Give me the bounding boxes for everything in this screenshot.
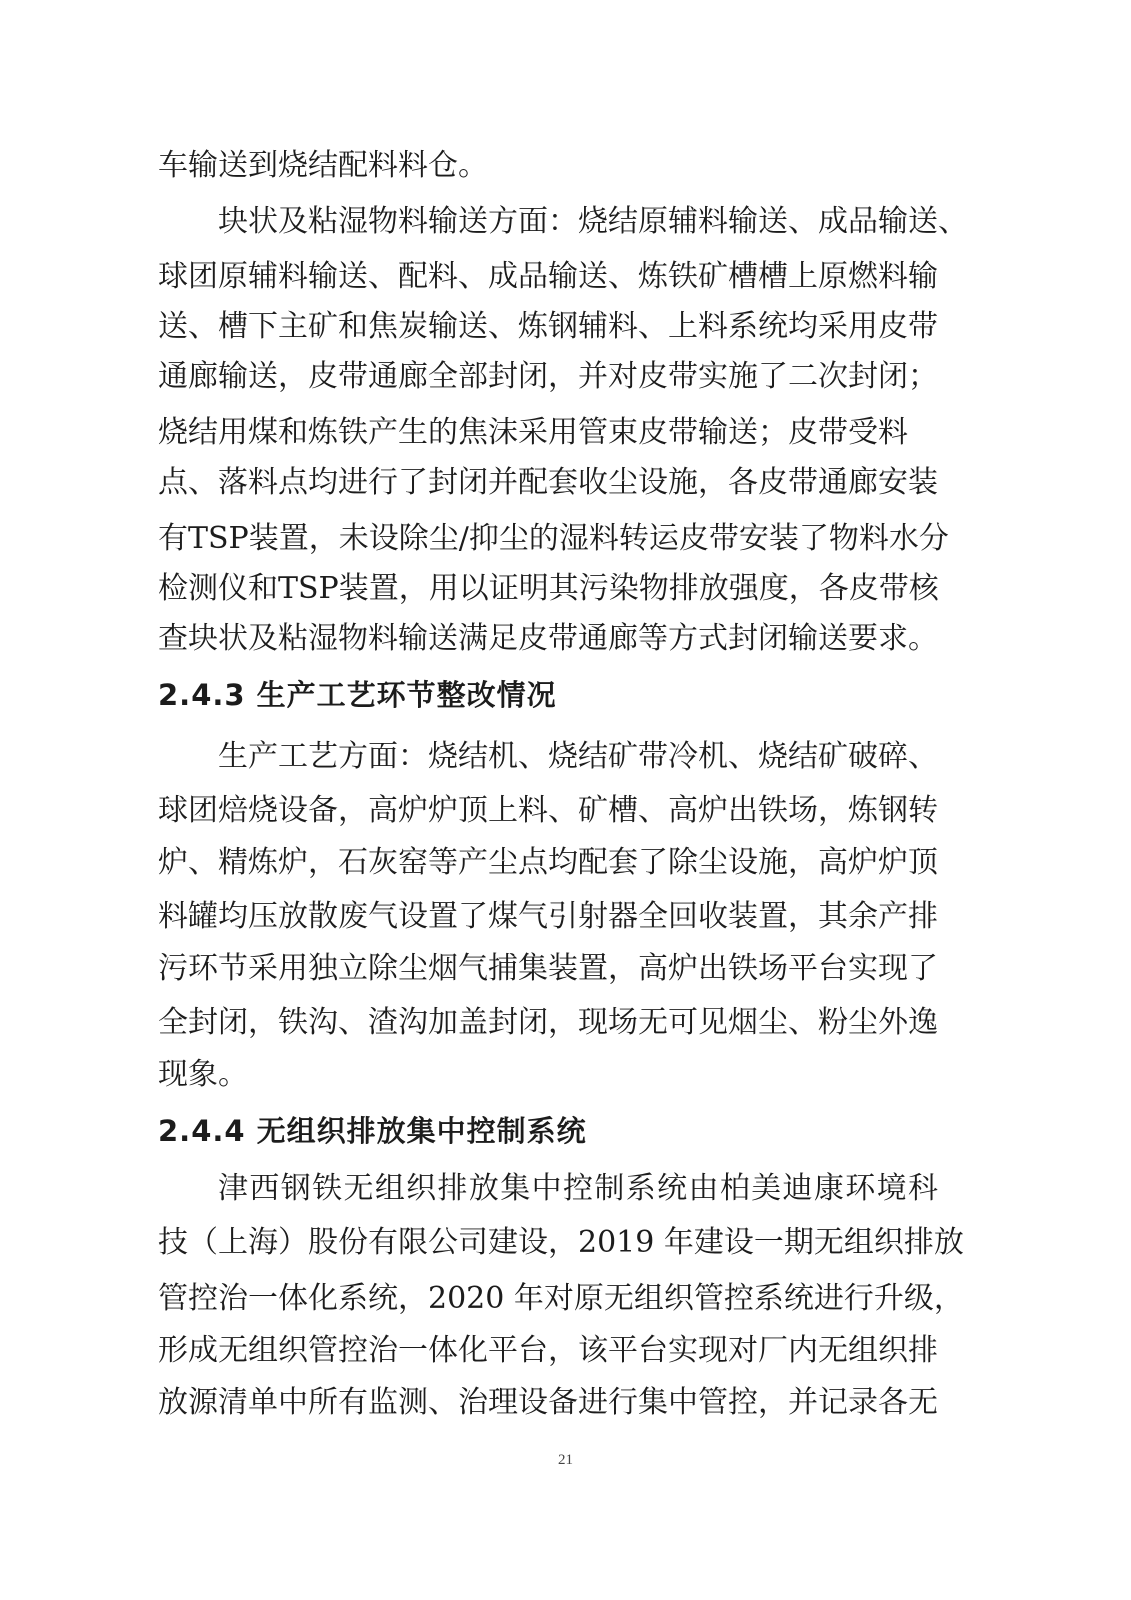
body-text-line: 形成无组织管控治一体化平台，该平台实现对厂内无组织排 — [158, 1333, 938, 1368]
body-text-line: 污环节采用独立除尘烟气捕集装置，高炉出铁场平台实现了 — [158, 951, 938, 986]
body-text-line: 点、落料点均进行了封闭并配套收尘设施，各皮带通廊安装 — [158, 465, 938, 500]
paragraph-first-line: 生产工艺方面：烧结机、烧结矿带冷机、烧结矿破碎、 — [218, 739, 938, 774]
section-heading-2-4-4: 2.4.4 无组织排放集中控制系统 — [158, 1114, 587, 1148]
body-text-line: 炉、精炼炉，石灰窑等产尘点均配套了除尘设施，高炉炉顶 — [158, 845, 938, 880]
body-text-line: 车输送到烧结配料料仓。 — [158, 148, 488, 183]
body-text-line: 球团原辅料输送、配料、成品输送、炼铁矿槽槽上原燃料输 — [158, 259, 938, 294]
paragraph-first-line: 津西钢铁无组织排放集中控制系统由柏美迪康环境科 — [218, 1171, 938, 1206]
body-text-line: 检测仪和TSP装置，用以证明其污染物排放强度，各皮带核 — [158, 571, 939, 606]
body-text-line: 有TSP装置，未设除尘/抑尘的湿料转运皮带安装了物料水分 — [158, 521, 949, 556]
body-text-line: 全封闭，铁沟、渣沟加盖封闭，现场无可见烟尘、粉尘外逸 — [158, 1005, 938, 1040]
body-text-line: 料罐均压放散废气设置了煤气引射器全回收装置，其余产排 — [158, 899, 938, 934]
paragraph-first-line: 块状及粘湿物料输送方面：烧结原辅料输送、成品输送、 — [218, 204, 968, 239]
body-text-line: 送、槽下主矿和焦炭输送、炼钢辅料、上料系统均采用皮带 — [158, 309, 938, 344]
body-text-line: 球团焙烧设备，高炉炉顶上料、矿槽、高炉出铁场，炼钢转 — [158, 793, 938, 828]
body-text-line: 查块状及粘湿物料输送满足皮带通廊等方式封闭输送要求。 — [158, 621, 938, 656]
body-text-line: 现象。 — [158, 1057, 248, 1092]
body-text-line: 烧结用煤和炼铁产生的焦沫采用管束皮带输送；皮带受料 — [158, 415, 908, 450]
section-heading-2-4-3: 2.4.3 生产工艺环节整改情况 — [158, 678, 557, 712]
body-text-line: 技（上海）股份有限公司建设，2019 年建设一期无组织排放 — [158, 1225, 964, 1260]
page-number: 21 — [558, 1452, 573, 1468]
body-text-line: 放源清单中所有监测、治理设备进行集中管控，并记录各无 — [158, 1385, 938, 1420]
body-text-line: 通廊输送，皮带通廊全部封闭，并对皮带实施了二次封闭； — [158, 359, 938, 394]
body-text-line: 管控治一体化系统，2020 年对原无组织管控系统进行升级， — [158, 1281, 964, 1316]
